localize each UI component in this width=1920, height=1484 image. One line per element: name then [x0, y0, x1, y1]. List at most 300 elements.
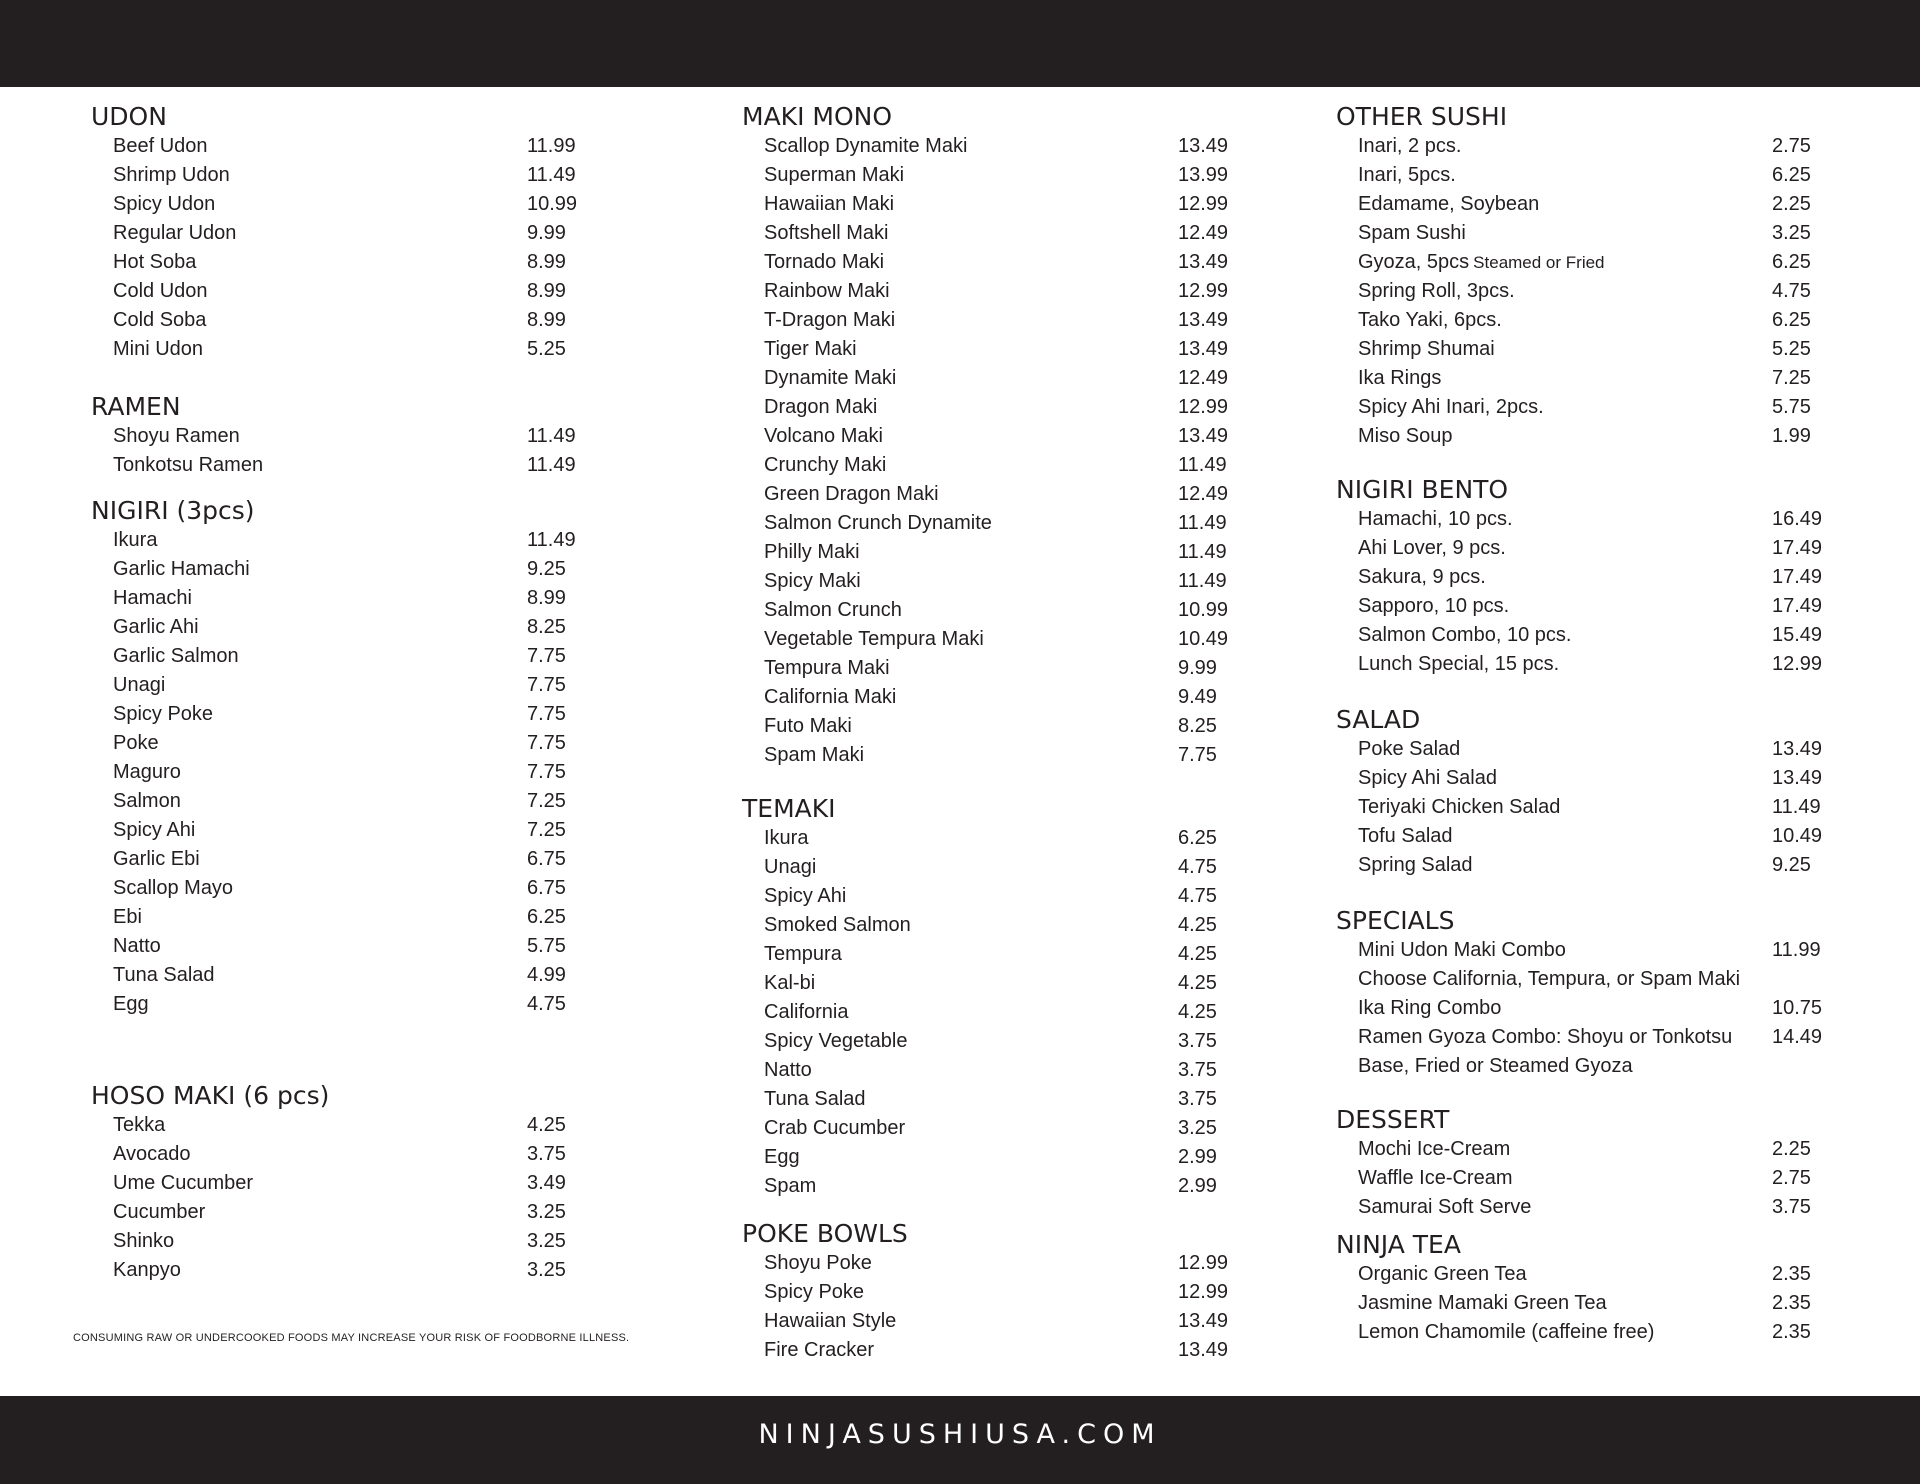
menu-item-name: [113, 613, 199, 642]
menu-item-name-text: Edamame, Soybean: [1358, 193, 1540, 215]
menu-item-price: 12.99: [1178, 396, 1229, 418]
menu-item-name: [1358, 735, 1460, 764]
menu-item: [91, 584, 591, 613]
menu-item-name-text: Volcano Maki: [764, 425, 883, 447]
menu-item-name: [113, 787, 181, 816]
menu-section-salad: [1336, 705, 1836, 880]
menu-item-name: [113, 932, 161, 961]
menu-item-name-text: Garlic Ahi: [113, 616, 199, 638]
menu-item-price: 7.25: [527, 790, 566, 812]
menu-item: [91, 1111, 591, 1140]
menu-item: [91, 1198, 591, 1227]
menu-item-name-text: Hamachi, 10 pcs.: [1358, 508, 1513, 530]
menu-item-price: 10.99: [527, 193, 578, 215]
menu-item-name-text: Green Dragon Maki: [764, 483, 939, 505]
menu-item: [1336, 1260, 1836, 1289]
menu-item-price: 11.49: [1178, 512, 1227, 534]
menu-item-name-text: Spam Sushi: [1358, 222, 1466, 244]
menu-item-name: [1358, 994, 1501, 1023]
menu-item-price: 7.25: [1772, 367, 1811, 389]
menu-item-name-text: Spicy Ahi: [113, 819, 196, 841]
menu-item-name: [113, 335, 203, 364]
menu-item-price: 10.99: [1178, 599, 1229, 621]
footer-banner: [0, 1396, 1920, 1484]
menu-item: [742, 596, 1242, 625]
menu-item: [742, 853, 1242, 882]
menu-item: [91, 845, 591, 874]
menu-item-name: [113, 1169, 253, 1198]
menu-item-price: 2.99: [1178, 1175, 1217, 1197]
menu-item-name: [764, 277, 890, 306]
menu-item-price: 17.49: [1772, 566, 1823, 588]
menu-item-price: 11.99: [1772, 939, 1821, 961]
menu-item-name: [764, 683, 896, 712]
menu-item: [742, 393, 1242, 422]
website-url: NINJASUSHIUSA.COM: [758, 1418, 1162, 1450]
menu-item-price: 15.49: [1772, 624, 1823, 646]
menu-item-price: 10.75: [1772, 997, 1823, 1019]
menu-item-name-text: Unagi: [764, 856, 817, 878]
menu-item-name: [1358, 190, 1539, 219]
menu-item-name: [1358, 1135, 1510, 1164]
menu-item-name: [113, 816, 195, 845]
menu-item: [742, 538, 1242, 567]
menu-item-price: 9.25: [1772, 854, 1811, 876]
menu-item-name: [113, 132, 208, 161]
menu-item: [1336, 335, 1836, 364]
menu-item: [1336, 1289, 1836, 1318]
menu-item-price: 11.49: [527, 529, 576, 551]
menu-item: [1336, 422, 1836, 451]
menu-item-name: [764, 451, 886, 480]
menu-item-price: 12.49: [1178, 483, 1229, 505]
menu-item-name: [113, 1227, 174, 1256]
menu-item-name-text: Tonkotsu Ramen: [113, 454, 264, 476]
menu-item-price: 7.25: [527, 819, 566, 841]
menu-item-name: [764, 1278, 864, 1307]
menu-section-ramen: [91, 392, 591, 480]
menu-item: [742, 335, 1242, 364]
menu-item: [91, 816, 591, 845]
menu-item-price: 3.49: [527, 1172, 566, 1194]
menu-item-name: [764, 1336, 874, 1365]
menu-item-name-text: Shinko: [113, 1230, 175, 1252]
menu-item-name: [113, 190, 215, 219]
menu-item: [1336, 1318, 1836, 1347]
menu-item-price: 5.75: [527, 935, 566, 957]
menu-item: [91, 642, 591, 671]
menu-item: [1336, 190, 1836, 219]
menu-item-name: [1358, 1052, 1633, 1081]
menu-item-name: [764, 161, 904, 190]
menu-item-price: 2.75: [1772, 1167, 1811, 1189]
menu-item-name-text: Ikura: [113, 529, 158, 551]
menu-section-specials: [1336, 906, 1836, 1081]
menu-item: [1336, 1023, 1836, 1052]
menu-item-name-text: Base, Fried or Steamed Gyoza: [1358, 1055, 1633, 1077]
menu-item-price: 2.25: [1772, 193, 1811, 215]
menu-item-price: 13.49: [1178, 251, 1229, 273]
menu-item-name-text: Spicy Poke: [764, 1281, 865, 1303]
menu-item-price: 3.75: [1178, 1059, 1217, 1081]
menu-item: [1336, 505, 1836, 534]
menu-section-dessert: [1336, 1105, 1836, 1222]
menu-item-price: 4.25: [527, 1114, 566, 1136]
menu-section-udon: [91, 102, 591, 364]
menu-item: [742, 1336, 1242, 1365]
menu-item-name: [1358, 965, 1740, 994]
menu-item: [91, 874, 591, 903]
menu-item-price: 12.99: [1178, 1281, 1229, 1303]
menu-item-price: 8.25: [1178, 715, 1217, 737]
menu-item-name: [764, 853, 816, 882]
menu-item-price: 8.99: [527, 587, 566, 609]
menu-column-3: [1336, 102, 1836, 1347]
menu-item: [1336, 161, 1836, 190]
menu-item-price: 3.25: [1178, 1117, 1217, 1139]
menu-item-name-text: Egg: [113, 993, 149, 1015]
menu-item-price: 12.99: [1178, 193, 1229, 215]
menu-item-name-text: Samurai Soft Serve: [1358, 1196, 1532, 1218]
menu-item-name-text: Gyoza, 5pcs: [1358, 251, 1470, 273]
menu-item-name-text: Crunchy Maki: [764, 454, 887, 476]
menu-item-name: [764, 509, 992, 538]
menu-item: [1336, 851, 1836, 880]
menu-item-name: [764, 940, 842, 969]
menu-item: [1336, 393, 1836, 422]
menu-item-name-text: Spicy Ahi Inari, 2pcs.: [1358, 396, 1544, 418]
menu-item: [91, 306, 591, 335]
menu-item-name-text: Unagi: [113, 674, 166, 696]
menu-item: [742, 422, 1242, 451]
menu-item-name: [1358, 505, 1513, 534]
menu-item: [742, 161, 1242, 190]
menu-item-price: 9.99: [527, 222, 566, 244]
section-title: TEMAKI: [742, 794, 836, 823]
menu-column-1: [91, 102, 591, 1285]
menu-item-name-text: Teriyaki Chicken Salad: [1358, 796, 1561, 818]
menu-item: [91, 613, 591, 642]
menu-item-name: [764, 422, 883, 451]
menu-item: [742, 1249, 1242, 1278]
menu-item: [742, 364, 1242, 393]
menu-item-name-text: Superman Maki: [764, 164, 905, 186]
menu-item-price: 3.75: [1772, 1196, 1811, 1218]
menu-item: [91, 277, 591, 306]
menu-item-price: 3.75: [1178, 1030, 1217, 1052]
menu-item-price: 4.25: [1178, 1001, 1217, 1023]
menu-item-price: 1.99: [1772, 425, 1811, 447]
menu-item-name: [1358, 161, 1456, 190]
menu-item: [742, 1085, 1242, 1114]
menu-item: [1336, 563, 1836, 592]
menu-item-name-text: Cucumber: [113, 1201, 206, 1223]
menu-item: [742, 567, 1242, 596]
menu-item: [91, 1227, 591, 1256]
menu-item-name-text: Inari, 5pcs.: [1358, 164, 1456, 186]
menu-item-name-text: Spam: [764, 1175, 817, 1197]
section-title: UDON: [91, 102, 167, 131]
menu-item-name-text: Lemon Chamomile (caffeine free): [1358, 1321, 1655, 1343]
menu-section-hoso-maki-6-pcs: [91, 1081, 591, 1285]
menu-item-price: 8.99: [527, 309, 566, 331]
menu-item-name: [1358, 393, 1544, 422]
menu-item-name: [764, 882, 846, 911]
menu-item-name-text: Mini Udon Maki Combo: [1358, 939, 1566, 961]
menu-item-price: 11.49: [527, 164, 576, 186]
menu-section-poke-bowls: [742, 1219, 1242, 1365]
menu-item-name-text: Smoked Salmon: [764, 914, 911, 936]
menu-item-name-text: Tekka: [113, 1114, 166, 1136]
menu-item-name: [113, 306, 206, 335]
menu-item-price: 17.49: [1772, 537, 1823, 559]
menu-item-name: [764, 364, 896, 393]
menu-item-name: [764, 998, 848, 1027]
menu-item: [1336, 592, 1836, 621]
menu-item-price: 5.25: [1772, 338, 1811, 360]
menu-item-name-text: Jasmine Mamaki Green Tea: [1358, 1292, 1607, 1314]
menu-item-name: [113, 990, 149, 1019]
menu-item-name: [764, 969, 815, 998]
menu-item-name-text: Tofu Salad: [1358, 825, 1453, 847]
section-title: OTHER SUSHI: [1336, 102, 1508, 131]
menu-item-price: 2.75: [1772, 135, 1811, 157]
menu-item: [1336, 793, 1836, 822]
menu-item-name: [113, 248, 196, 277]
menu-item-name: [113, 874, 233, 903]
menu-item-price: 12.99: [1178, 280, 1229, 302]
section-title: MAKI MONO: [742, 102, 893, 131]
menu-item-name-text: Hawaiian Maki: [764, 193, 895, 215]
menu-item: [742, 509, 1242, 538]
menu-item: [1336, 994, 1836, 1023]
menu-item-name: [113, 1198, 205, 1227]
menu-item-name-text: Tako Yaki, 6pcs.: [1358, 309, 1502, 331]
menu-item: [91, 961, 591, 990]
menu-item-price: 9.99: [1178, 657, 1217, 679]
menu-item-name: [764, 911, 911, 940]
menu-item-name: [113, 451, 263, 480]
menu-item-name-text: Crab Cucumber: [764, 1117, 906, 1139]
menu-item-name: [764, 567, 861, 596]
menu-item-name: [764, 625, 984, 654]
menu-item: [91, 671, 591, 700]
menu-item-price: 11.49: [1772, 796, 1821, 818]
menu-item-name: [113, 961, 215, 990]
menu-item: [742, 480, 1242, 509]
menu-item-name-text: Tempura Maki: [764, 657, 890, 679]
menu-item-name-text: Philly Maki: [764, 541, 860, 563]
menu-item-price: 9.25: [527, 558, 566, 580]
menu-item: [91, 422, 591, 451]
menu-item-name: [1358, 248, 1605, 277]
menu-item-price: 13.49: [1178, 425, 1229, 447]
menu-item-price: 16.49: [1772, 508, 1823, 530]
menu-item-name-text: Hot Soba: [113, 251, 197, 273]
menu-item-name: [764, 1056, 812, 1085]
menu-item: [91, 1256, 591, 1285]
menu-item: [742, 911, 1242, 940]
menu-item-name: [1358, 1260, 1527, 1289]
menu-item-name: [764, 306, 895, 335]
menu-item: [742, 1027, 1242, 1056]
menu-item-name: [1358, 335, 1495, 364]
menu-section-other-sushi: [1336, 102, 1836, 451]
menu-item-name: [764, 654, 890, 683]
menu-item-name-text: Scallop Mayo: [113, 877, 234, 899]
menu-item-price: 6.75: [527, 877, 566, 899]
menu-item-name: [1358, 1164, 1512, 1193]
menu-item-name: [1358, 1193, 1531, 1222]
menu-item-name: [764, 1027, 907, 1056]
section-title: NINJA TEA: [1336, 1230, 1461, 1259]
menu-item-name: [113, 729, 159, 758]
menu-item-price: 13.99: [1178, 164, 1229, 186]
menu-item-name: [764, 335, 857, 364]
section-title: SPECIALS: [1336, 906, 1455, 935]
menu-item-price: 17.49: [1772, 595, 1823, 617]
menu-item-price: 3.75: [527, 1143, 566, 1165]
menu-item: [742, 712, 1242, 741]
menu-item-name-text: Spicy Udon: [113, 193, 216, 215]
menu-item-name-text: Spicy Vegetable: [764, 1030, 908, 1052]
menu-item-name-text: Sakura, 9 pcs.: [1358, 566, 1486, 588]
menu-item-price: 2.99: [1178, 1146, 1217, 1168]
menu-item-price: 4.75: [1178, 885, 1217, 907]
menu-item: [91, 729, 591, 758]
menu-item-name: [764, 1172, 816, 1201]
menu-item-name-text: Ika Rings: [1358, 367, 1442, 389]
menu-item: [742, 741, 1242, 770]
menu-item-name-text: Miso Soup: [1358, 425, 1453, 447]
menu-item-name: [113, 584, 192, 613]
section-title: NIGIRI BENTO: [1336, 475, 1509, 504]
menu-item-price: 4.25: [1178, 972, 1217, 994]
menu-item: [1336, 1164, 1836, 1193]
menu-item-price: 11.99: [527, 135, 576, 157]
menu-column-2: [742, 102, 1242, 1365]
menu-item-name: [113, 1111, 165, 1140]
menu-item-price: 4.25: [1178, 943, 1217, 965]
menu-item-price: 7.75: [527, 674, 566, 696]
menu-item-name: [764, 132, 967, 161]
section-title: POKE BOWLS: [742, 1219, 908, 1248]
menu-item-price: 6.25: [1772, 164, 1811, 186]
menu-item: [1336, 277, 1836, 306]
menu-item: [742, 824, 1242, 853]
section-title: SALAD: [1336, 705, 1421, 734]
menu-item-name-text: T-Dragon Maki: [764, 309, 896, 331]
menu-item: [1336, 965, 1836, 994]
menu-item-name: [1358, 592, 1509, 621]
menu-item-name: [1358, 132, 1461, 161]
menu-item-name-text: Spring Roll, 3pcs.: [1358, 280, 1515, 302]
menu-item-name-text: Salmon Crunch: [764, 599, 902, 621]
menu-item-price: 9.49: [1178, 686, 1217, 708]
menu-item-price: 12.49: [1178, 367, 1229, 389]
menu-item-name: [1358, 534, 1506, 563]
menu-item-name: [113, 219, 236, 248]
menu-item: [91, 1169, 591, 1198]
menu-item-price: 5.75: [1772, 396, 1811, 418]
menu-item: [91, 219, 591, 248]
menu-item: [1336, 1193, 1836, 1222]
menu-item-price: 7.75: [527, 645, 566, 667]
menu-item: [742, 190, 1242, 219]
menu-item-name-text: Vegetable Tempura Maki: [764, 628, 984, 650]
menu-item-name-text: Tornado Maki: [764, 251, 885, 273]
menu-item: [1336, 822, 1836, 851]
menu-item-name: [764, 824, 808, 853]
menu-item-name-text: Avocado: [113, 1143, 191, 1165]
menu-item-name-text: Choose California, Tempura, or Spam Maki: [1358, 968, 1741, 990]
menu-item: [742, 1143, 1242, 1172]
menu-item: [91, 190, 591, 219]
menu-section-temaki: [742, 794, 1242, 1201]
menu-item-name-text: Kal-bi: [764, 972, 816, 994]
menu-item-name: [764, 248, 884, 277]
menu-item-name-text: Rainbow Maki: [764, 280, 890, 302]
menu-item-name-text: Hamachi: [113, 587, 192, 609]
menu-item-name: [1358, 764, 1497, 793]
menu-item: [1336, 364, 1836, 393]
menu-item-name: [764, 1249, 872, 1278]
menu-item-price: 13.49: [1178, 309, 1229, 331]
menu-item-name-text: Shrimp Udon: [113, 164, 230, 186]
menu-item: [742, 882, 1242, 911]
menu-item-name-text: Poke Salad: [1358, 738, 1461, 760]
menu-item: [91, 555, 591, 584]
menu-item-price: 4.25: [1178, 914, 1217, 936]
menu-item-name-text: Softshell Maki: [764, 222, 889, 244]
top-banner: [0, 0, 1920, 87]
menu-item: [742, 1056, 1242, 1085]
menu-item: [1336, 764, 1836, 793]
menu-item: [1336, 248, 1836, 277]
menu-item-price: 4.75: [527, 993, 566, 1015]
menu-item: [1336, 650, 1836, 679]
menu-item-name: [1358, 1023, 1732, 1052]
menu-item-name-text: Regular Udon: [113, 222, 237, 244]
menu-item-name: [764, 480, 939, 509]
menu-item-name: [764, 596, 902, 625]
menu-item-name: [1358, 1289, 1607, 1318]
menu-item-name-text: Maguro: [113, 761, 181, 783]
menu-item-name: [113, 671, 165, 700]
menu-item-name-text: Organic Green Tea: [1358, 1263, 1527, 1285]
menu-item: [1336, 306, 1836, 335]
menu-item-price: 10.49: [1772, 825, 1823, 847]
menu-item: [742, 1114, 1242, 1143]
menu-item: [742, 625, 1242, 654]
menu-item-name: [1358, 793, 1560, 822]
menu-item-price: 6.25: [527, 906, 566, 928]
menu-item-price: 6.25: [1772, 251, 1811, 273]
menu-item-name-text: Garlic Salmon: [113, 645, 239, 667]
menu-item: [91, 248, 591, 277]
menu-item-price: 12.49: [1178, 222, 1229, 244]
menu-item-price: 8.99: [527, 280, 566, 302]
menu-item-price: 11.49: [1178, 570, 1227, 592]
menu-item-name-text: Spam Maki: [764, 744, 865, 766]
menu-item-name-text: Dynamite Maki: [764, 367, 897, 389]
menu-item-name-text: Cold Soba: [113, 309, 207, 331]
menu-item: [91, 932, 591, 961]
menu-item-name-text: Inari, 2 pcs.: [1358, 135, 1462, 157]
menu-item-name: [1358, 621, 1571, 650]
menu-item-name-text: Egg: [764, 1146, 800, 1168]
menu-item-name: [113, 758, 181, 787]
